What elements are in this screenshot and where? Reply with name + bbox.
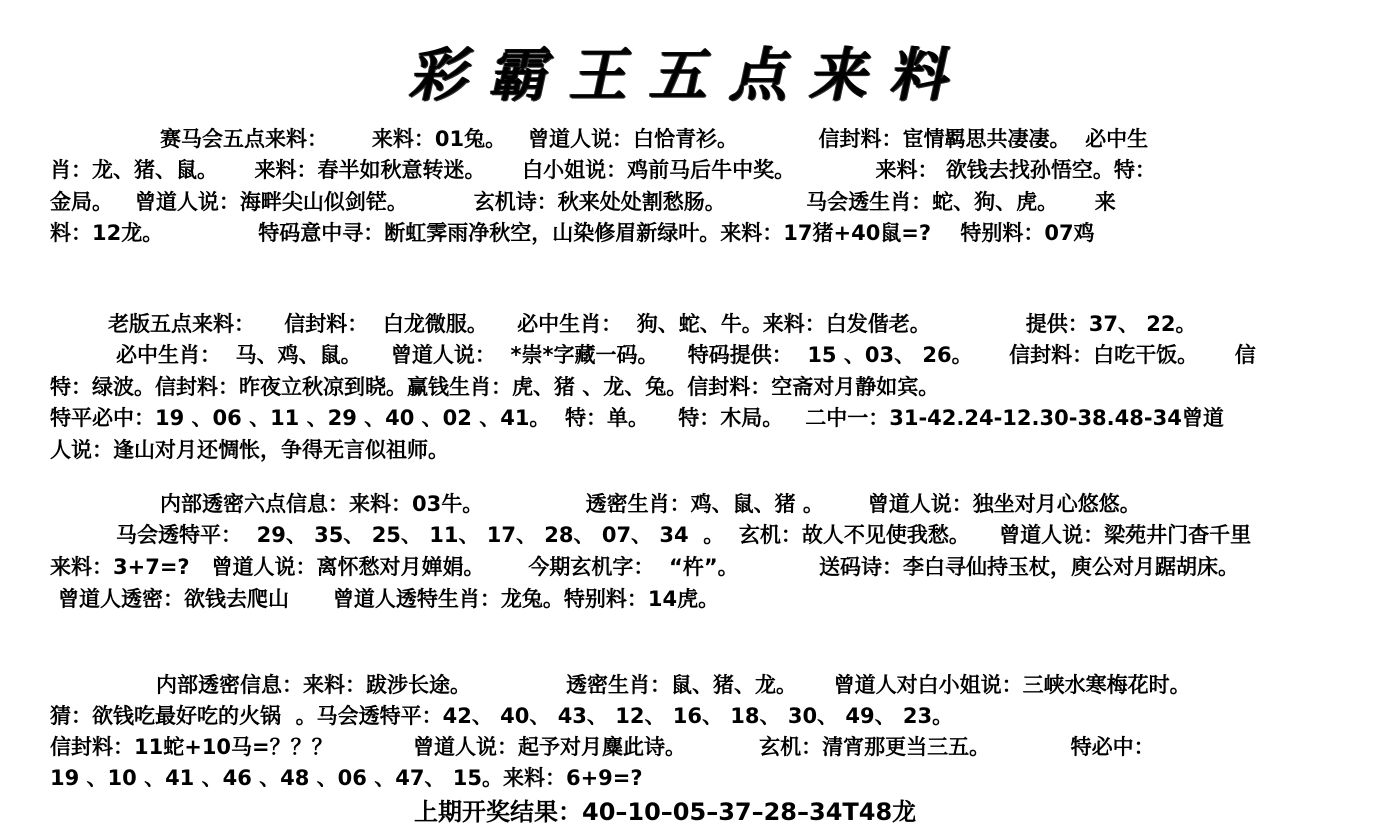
section3-line1: 内部透密六点信息：来料：03牛。 透密生肖：鸡、鼠、猪 。 曾道人说：独坐对月心悠悠。 <box>160 492 1141 516</box>
section1-line1: 赛马会五点来料： 来料：01兔。 曾道人说：白恰青衫。 信封料：宦情羁思共凄凄。 必中生 <box>160 127 1149 151</box>
page-title: 彩霸王五点来料 <box>405 41 981 109</box>
section1-line4: 料：12龙。 特码意中寻：断虹霁雨净秋空，山染修眉新绿叶。来料：17猪+40鼠=? 特别料：07鸡 <box>50 221 1095 245</box>
section1-line3: 金局。 曾道人说：海畔尖山似剑铓。 玄机诗：秋来处处割愁肠。 马会透生肖：蛇、狗、虎。 来 <box>50 190 1116 214</box>
section4-line1: 内部透密信息：来料：跋涉长途。 透密生肖：鼠、猪、龙。 曾道人对白小姐说：三峡水寒梅花时。 <box>156 673 1191 697</box>
section3-line4: 曾道人透密：欲钱去爬山 曾道人透特生肖：龙兔。特别料：14虎。 <box>58 587 720 611</box>
section2-line4: 特平必中：19 、06 、11 、29 、40 、02 、41。 特：单。 特：木局。 二中一：31-42.24-12.30-38.48-34曾道 <box>50 406 1224 430</box>
section4-line3: 信封料：11蛇+10马=？？？ 曾道人说：起予对月麋此诗。 玄机：清宵那更当三五。 特必中： <box>50 735 1155 759</box>
section2-line2: 必中生肖： 马、鸡、鼠。 曾道人说： *崇*字藏一码。 特码提供： 15 、03、 26。 信封料：白吃干饭。 信 <box>116 343 1256 367</box>
last-draw-result: 上期开奖结果：40–10–05–37–28–34T48龙 <box>414 798 917 826</box>
section2-line1: 老版五点来料： 信封料： 白龙微服。 必中生肖： 狗、蛇、牛。来料：白发偕老。 提供：37、 22。 <box>108 312 1197 336</box>
section2-line5: 人说：逢山对月还惆怅，争得无言似祖师。 <box>50 438 449 462</box>
section3-line3: 来料：3+7=? 曾道人说：离怀愁对月婵娟。 今期玄机字： “杵”。 送码诗：李白寻仙持玉杖，庾公对月踞胡床。 <box>50 555 1240 579</box>
section3-line2: 马会透特平： 29、 35、 25、 11、 17、 28、 07、 34 。 玄机：故人不见使我愁。 曾道人说：梁苑井门杳千里 <box>116 523 1252 547</box>
section4-line2: 猜：欲钱吃最好吃的火锅 。马会透特平：42、 40、 43、 12、 16、 18、 30、 49、 23。 <box>50 704 954 728</box>
section1-line2: 肖：龙、猪、鼠。 来料：春半如秋意转迷。 白小姐说：鸡前马后牛中奖。 来料： 欲钱去找孙悟空。特： <box>50 158 1156 182</box>
section2-line3: 特：绿波。信封料：昨夜立秋凉到晓。赢钱生肖：虎、猪 、龙、兔。信封料：空斋对月静如宾。 <box>50 375 940 399</box>
section4-line4: 19 、10 、41 、46 、48 、06 、47、 15。来料：6+9=? <box>50 766 643 790</box>
